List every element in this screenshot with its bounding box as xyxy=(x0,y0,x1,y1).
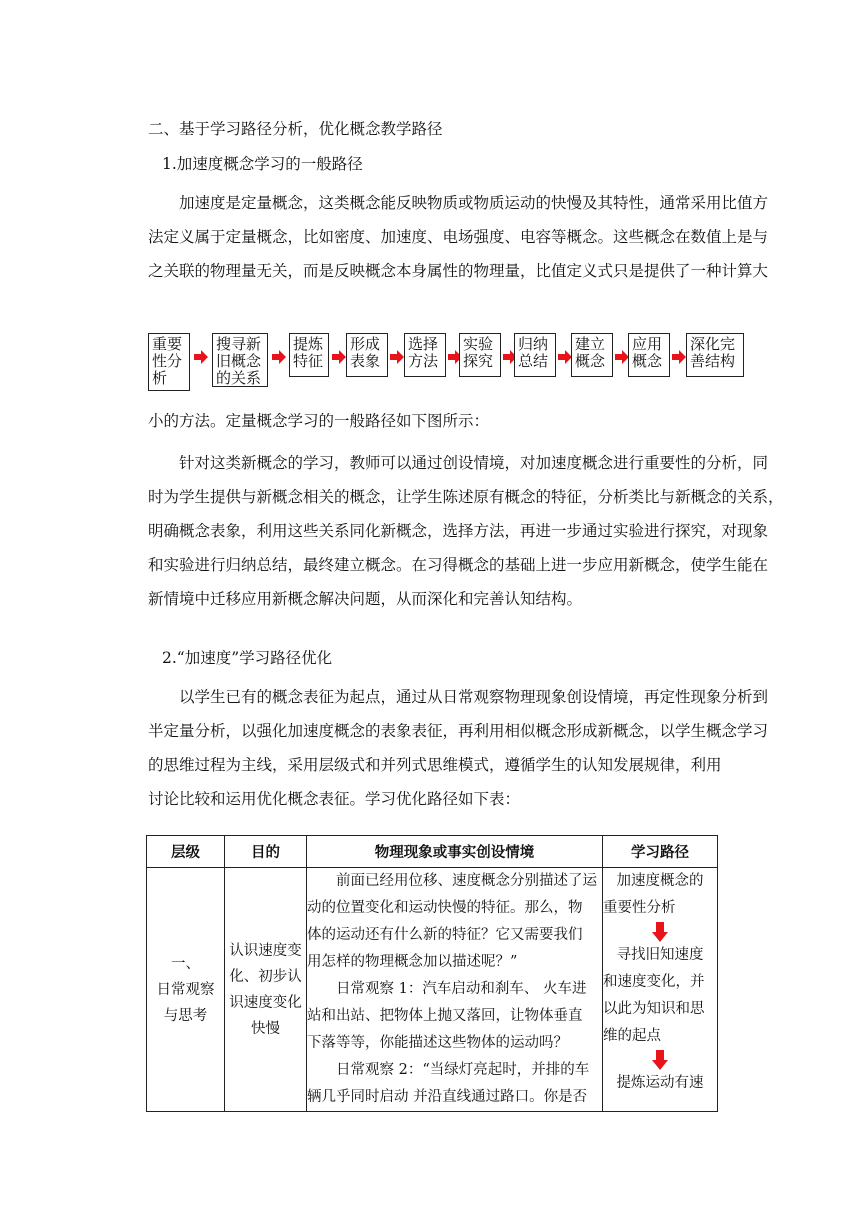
cell-text: 提炼运动有速 xyxy=(616,1075,704,1091)
cell-text: 维的起点 xyxy=(603,1028,661,1044)
paragraph-definition xyxy=(148,186,769,288)
paragraph-optimization xyxy=(148,680,769,816)
learning-path-table xyxy=(146,835,718,1112)
header-level: 层级 xyxy=(147,836,225,868)
flow-arrow-icon xyxy=(332,350,346,364)
cell-purpose xyxy=(225,868,307,1112)
flow-box-text: 方法 xyxy=(408,352,439,370)
flow-box xyxy=(571,333,613,377)
flow-arrow-icon xyxy=(672,350,686,364)
flow-box-text: 提炼 xyxy=(293,335,324,353)
flow-box-text: 建立 xyxy=(575,335,606,353)
subheading-1: 1.加速度概念学习的一般路径 xyxy=(162,155,363,173)
flow-box xyxy=(514,333,556,377)
paragraph-line: 讨论比较和运用优化概念表征。学习优化路径如下表： xyxy=(148,790,521,808)
learning-path-flow-diagram xyxy=(146,333,746,391)
flow-box-text: 选择 xyxy=(408,335,439,353)
flow-box-text: 特征 xyxy=(293,352,324,370)
flow-box-text: 的关系 xyxy=(216,369,262,387)
paragraph-line: 明确概念表象，利用这些关系同化新概念，选择方法，再进一步通过实验进行探究，对现象 xyxy=(148,522,769,540)
cell-level xyxy=(147,868,225,1112)
section-heading: 二、基于学习路径分析，优化概念教学路径 xyxy=(148,120,443,138)
flow-arrow-icon xyxy=(194,350,208,364)
flow-box-text: 形成 xyxy=(350,335,381,353)
flow-box-text: 实验 xyxy=(463,335,494,353)
paragraph-method: 小的方法。定量概念学习的一般路径如下图所示： xyxy=(148,412,490,430)
cell-scenario xyxy=(307,868,603,1112)
cell-text: 加速度概念的 xyxy=(616,873,704,889)
flow-box-text: 重要 xyxy=(152,335,183,353)
cell-text: 前面已经用位移、速度概念分别描述了运 xyxy=(307,873,597,889)
cell-text: 快慢 xyxy=(251,1020,280,1037)
paragraph-line: 和实验进行归纳总结，最终建立概念。在习得概念的基础上进一步应用新概念，使学生能在 xyxy=(148,556,769,574)
paragraph-line: 时为学生提供与新概念相关的概念，让学生陈述原有概念的特征，分析类比与新概念的关系， xyxy=(148,488,784,506)
paragraph-line: 的思维过程为主线，采用层级式和并列式思维模式，遵循学生的认知发展规律，利用 xyxy=(148,756,722,774)
cell-text: 体的运动还有什么新的特征？它又需要我们 xyxy=(307,927,583,943)
flow-box xyxy=(686,333,744,377)
paragraph-line: 针对这类新概念的学习，教师可以通过创设情境，对加速度概念进行重要性的分析，同 xyxy=(179,454,769,472)
subheading-2: 2.“加速度”学习路径优化 xyxy=(162,649,333,667)
flow-arrow-icon xyxy=(615,350,629,364)
flow-box-text: 概念 xyxy=(575,352,606,370)
flow-box xyxy=(459,333,501,377)
paragraph-line: 以学生已有的概念表征为起点，通过从日常观察物理现象创设情境，再定性现象分析到 xyxy=(179,688,769,706)
flow-box-text: 应用 xyxy=(632,335,663,353)
paragraph-line: 半定量分析，以强化加速度概念的表象表征，再利用相似概念形成新概念，以学生概念学习 xyxy=(148,722,769,740)
flow-arrow-icon xyxy=(272,350,286,364)
cell-text: 辆几乎同时启动 并沿直线通过路口。你是否 xyxy=(307,1089,588,1105)
paragraph-line: 加速度是定量概念，这类概念能反映物质或物质运动的快慢及其特性，通常采用比值方 xyxy=(179,194,769,212)
cell-text: 以此为知识和思 xyxy=(603,1001,705,1017)
cell-text: 重要性分析 xyxy=(603,900,676,916)
paragraph-line: 法定义属于定量概念，比如密度、加速度、电场强度、电容等概念。这些概念在数值上是与 xyxy=(148,228,769,246)
cell-text: 认识速度变 xyxy=(229,942,302,959)
flow-box-text: 总结 xyxy=(518,352,549,370)
paragraph-line: 新情境中迁移应用新概念解决问题，从而深化和完善认知结构。 xyxy=(148,590,583,608)
flow-box-text: 概念 xyxy=(632,352,663,370)
cell-text: 站和出站、把物体上抛又落回，让物体垂直 xyxy=(307,1008,583,1024)
cell-text: 和速度变化，并 xyxy=(603,974,705,990)
flow-arrow-icon xyxy=(390,350,404,364)
cell-text: 下落等等，你能描述这些物体的运动吗？ xyxy=(307,1035,568,1051)
flow-box xyxy=(148,333,190,391)
paragraph-line: 之关联的物理量无关，而是反映概念本身属性的物理量，比值定义式只是提供了一种计算大 xyxy=(148,262,769,280)
table-row xyxy=(147,868,718,1112)
down-arrow-icon xyxy=(652,1050,668,1070)
flow-box-text: 搜寻新 xyxy=(216,335,262,353)
down-arrow-icon xyxy=(652,922,668,942)
cell-text: 一、 xyxy=(171,955,200,972)
header-purpose: 目的 xyxy=(225,836,307,868)
cell-text: 日常观察 xyxy=(156,981,215,998)
flow-box-text: 旧概念 xyxy=(216,352,262,370)
flow-box xyxy=(404,333,446,377)
paragraph-teaching xyxy=(148,446,784,616)
cell-text: 日常观察 2：“当绿灯亮起时，并排的车 xyxy=(307,1062,590,1078)
cell-text: 与思考 xyxy=(163,1007,208,1024)
cell-text: 识速度变化 xyxy=(229,994,302,1011)
cell-text: 寻找旧知速度 xyxy=(616,947,704,963)
header-scenario: 物理现象或事实创设情境 xyxy=(307,836,603,868)
flow-box xyxy=(289,333,329,377)
flow-box-text: 探究 xyxy=(463,352,494,370)
flow-box-text: 析 xyxy=(152,369,168,387)
cell-path xyxy=(603,868,718,1112)
flow-box-text: 表象 xyxy=(350,352,381,370)
flow-box xyxy=(212,333,268,387)
table-header-row xyxy=(147,836,718,868)
cell-text: 日常观察 1：汽车启动和刹车、 火车进 xyxy=(307,981,587,997)
header-path: 学习路径 xyxy=(603,836,718,868)
flow-box-text: 归纳 xyxy=(518,335,549,353)
cell-text: 化、初步认 xyxy=(229,968,302,985)
flow-box-text: 性分 xyxy=(152,352,183,370)
flow-box-text: 深化完 xyxy=(690,335,736,353)
flow-box-text: 善结构 xyxy=(690,352,736,370)
flow-box xyxy=(628,333,670,377)
flow-arrow-icon xyxy=(558,350,572,364)
cell-text: 动的位置变化和运动快慢的特征。那么，物 xyxy=(307,900,583,916)
flow-box xyxy=(346,333,388,377)
cell-text: 用怎样的物理概念加以描述呢？” xyxy=(307,954,518,970)
